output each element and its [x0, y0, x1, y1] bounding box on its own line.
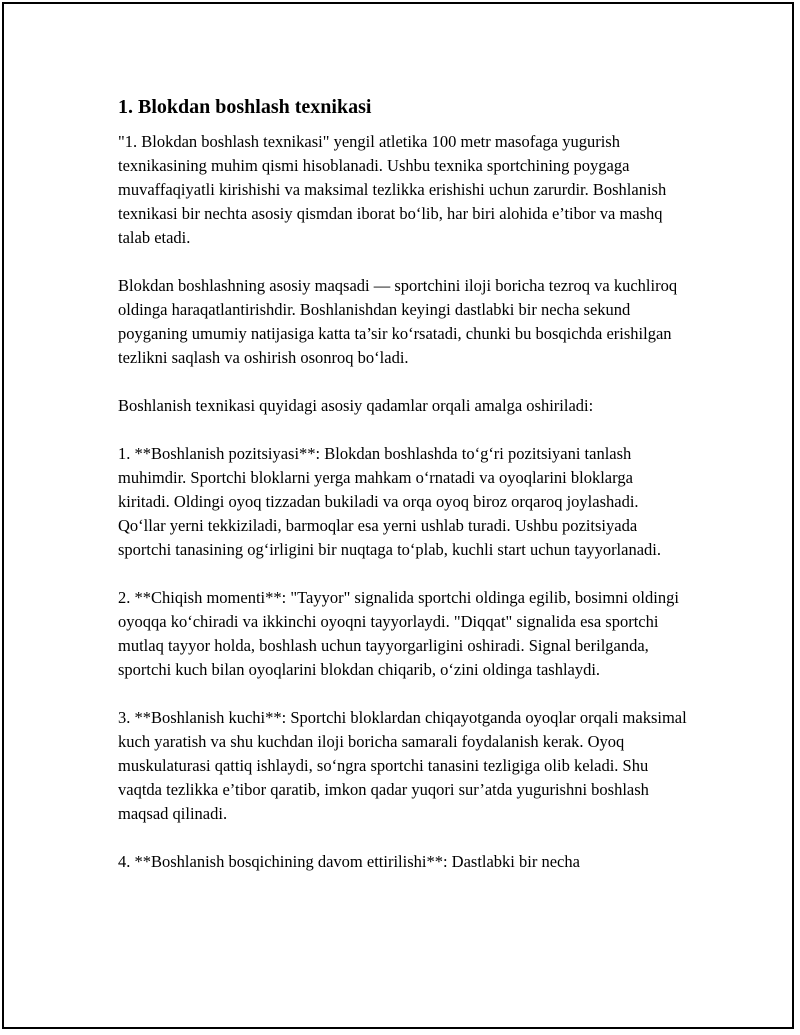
paragraph-step-3: 3. **Boshlanish kuchi**: Sportchi bloklardan chiqayotganda oyoqlar orqali maksimal kuch yaratish va shu kuchdan iloji boricha samarali foydalanish kerak. Oyoq muskulaturasi qattiq ishlaydi, so‘ngra sportchi tanasini tezligiga olib keladi. Shu vaqtda tezlikka e’tibor qaratib, imkon qadar yuqori sur’atda yugurishni boshlash maqsad qilinadi. [118, 708, 687, 823]
document-body [118, 94, 688, 898]
paragraph-step-2: 2. **Chiqish momenti**: "Tayyor" signalida sportchi oldinga egilib, bosimni oldingi oyoqqa ko‘chiradi va ikkinchi oyoqni tayyorlaydi. "Diqqat" signalida esa sportchi mutlaq tayyor holda, boshlash uchun tayyorgarligini oshiradi. Signal berilganda, sportchi kuch bilan oyoqlarini blokdan chiqarib, o‘zini oldinga tashlaydi. [118, 588, 679, 679]
paragraph-steps-intro: Boshlanish texnikasi quyidagi asosiy qadamlar orqali amalga oshiriladi: [118, 396, 594, 415]
paragraph-step-4: 4. **Boshlanish bosqichining davom ettirilishi**: Dastlabki bir necha [118, 852, 580, 871]
paragraph-purpose: Blokdan boshlashning asosiy maqsadi — sportchini iloji boricha tezroq va kuchliroq oldinga haraqatlantirishdir. Boshlanishdan keyingi dastlabki bir necha sekund poyganing umumiy natijasiga katta ta’sir ko‘rsatadi, chunki bu bosqichda erishilgan tezlikni saqlash va oshirish osonroq bo‘ladi. [118, 276, 678, 367]
paragraph-step-1: 1. **Boshlanish pozitsiyasi**: Blokdan boshlashda to‘g‘ri pozitsiyani tanlash muhimdir. Sportchi bloklarni yerga mahkam o‘rnatadi va oyoqlarini bloklarga kiritadi. Oldingi oyoq tizzadan bukiladi va orqa oyoq biroz orqaroq joylashadi. Qo‘llar yerni tekkiziladi, barmoqlar esa yerni ushlab turadi. Ushbu pozitsiyada sportchi tanasining og‘irligini bir nuqtaga to‘plab, kuchli start uchun tayyorlanadi. [118, 444, 662, 559]
paragraph-intro: "1. Blokdan boshlash texnikasi" yengil atletika 100 metr masofaga yugurish texnikasining muhim qismi hisoblanadi. Ushbu texnika sportchining poygaga muvaffaqiyatli kirishishi va maksimal tezlikka erishishi uchun zarurdir. Boshlanish texnikasi bir nechta asosiy qismdan iborat bo‘lib, har biri alohida e’tibor va mashq talab etadi. [118, 132, 667, 247]
section-heading: 1. Blokdan boshlash texnikasi [118, 96, 372, 118]
